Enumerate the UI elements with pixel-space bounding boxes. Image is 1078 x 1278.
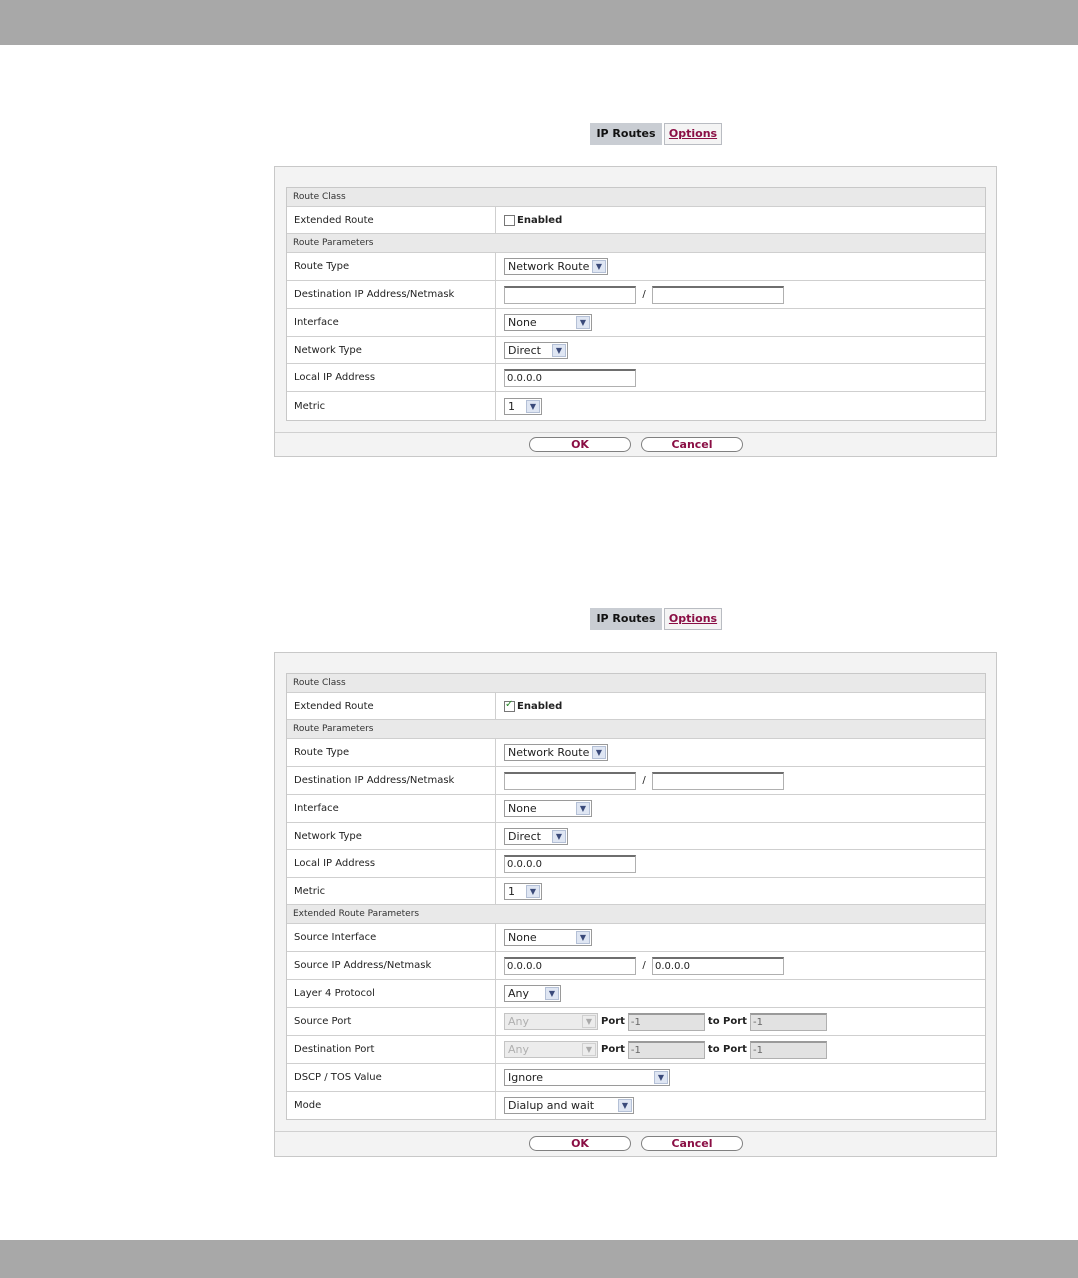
label-destination: Destination IP Address/Netmask bbox=[287, 281, 496, 308]
to-port-label: to Port bbox=[707, 1044, 747, 1055]
local-ip-input[interactable] bbox=[504, 369, 636, 387]
chevron-down-icon: ▼ bbox=[552, 830, 566, 843]
row-network-type bbox=[287, 337, 985, 364]
layer4-protocol-select[interactable] bbox=[504, 985, 561, 1002]
chevron-down-icon: ▼ bbox=[545, 987, 559, 1000]
label-metric: Metric bbox=[287, 878, 496, 904]
source-port-select[interactable] bbox=[504, 1013, 598, 1030]
chevron-down-icon: ▼ bbox=[654, 1071, 668, 1084]
route-type-select[interactable] bbox=[504, 258, 608, 275]
tab-options[interactable]: Options bbox=[664, 608, 722, 630]
label-interface: Interface bbox=[287, 795, 496, 822]
chevron-down-icon: ▼ bbox=[582, 1043, 596, 1056]
chevron-down-icon: ▼ bbox=[592, 260, 606, 273]
row-interface bbox=[287, 309, 985, 337]
label-route-type: Route Type bbox=[287, 253, 496, 280]
label-source-port: Source Port bbox=[287, 1008, 496, 1035]
network-type-value: Direct bbox=[508, 829, 541, 843]
route-type-select[interactable] bbox=[504, 744, 608, 761]
label-layer4-protocol: Layer 4 Protocol bbox=[287, 980, 496, 1007]
row-destination-port bbox=[287, 1036, 985, 1064]
chevron-down-icon: ▼ bbox=[576, 931, 590, 944]
dscp-value: Ignore bbox=[508, 1071, 543, 1084]
destination-port-select[interactable] bbox=[504, 1041, 598, 1058]
chevron-down-icon: ▼ bbox=[582, 1015, 596, 1028]
label-local-ip: Local IP Address bbox=[287, 850, 496, 877]
chevron-down-icon: ▼ bbox=[552, 344, 566, 357]
source-port-from-input[interactable] bbox=[628, 1013, 705, 1031]
row-extended-route bbox=[287, 207, 985, 234]
tab-options[interactable]: Options bbox=[664, 123, 722, 145]
label-source-interface: Source Interface bbox=[287, 924, 496, 951]
label-source-ip: Source IP Address/Netmask bbox=[287, 952, 496, 979]
to-port-label: to Port bbox=[707, 1016, 747, 1027]
cancel-button[interactable]: Cancel bbox=[641, 1136, 743, 1151]
interface-value: None bbox=[508, 316, 537, 329]
metric-select[interactable] bbox=[504, 398, 542, 415]
port-label: Port bbox=[601, 1016, 625, 1027]
destination-ip-input[interactable] bbox=[504, 286, 636, 304]
route-form-table bbox=[286, 187, 986, 421]
chevron-down-icon: ▼ bbox=[618, 1099, 632, 1112]
enabled-label: Enabled bbox=[517, 214, 563, 226]
network-type-value: Direct bbox=[508, 343, 541, 357]
netmask-separator: / bbox=[642, 775, 646, 786]
interface-select[interactable] bbox=[504, 800, 592, 817]
row-route-type bbox=[287, 253, 985, 281]
label-network-type: Network Type bbox=[287, 823, 496, 849]
network-type-select[interactable] bbox=[504, 342, 568, 359]
source-ip-input[interactable] bbox=[504, 957, 636, 975]
top-banner bbox=[0, 0, 1078, 45]
row-local-ip bbox=[287, 850, 985, 878]
label-network-type: Network Type bbox=[287, 337, 496, 363]
route-form-panel bbox=[274, 166, 997, 457]
metric-value: 1 bbox=[508, 399, 515, 413]
interface-select[interactable] bbox=[504, 314, 592, 331]
label-route-type: Route Type bbox=[287, 739, 496, 766]
ok-button[interactable]: OK bbox=[529, 1136, 631, 1151]
row-interface bbox=[287, 795, 985, 823]
section-route-class: Route Class bbox=[287, 674, 985, 693]
route-type-value: Network Route bbox=[508, 746, 590, 759]
netmask-separator: / bbox=[642, 289, 646, 300]
metric-value: 1 bbox=[508, 884, 515, 898]
row-local-ip bbox=[287, 364, 985, 392]
label-destination: Destination IP Address/Netmask bbox=[287, 767, 496, 794]
label-destination-port: Destination Port bbox=[287, 1036, 496, 1063]
row-extended-route bbox=[287, 693, 985, 720]
section-route-parameters: Route Parameters bbox=[287, 234, 985, 253]
destination-netmask-input[interactable] bbox=[652, 772, 784, 790]
ok-button[interactable]: OK bbox=[529, 437, 631, 452]
network-type-select[interactable] bbox=[504, 828, 568, 845]
interface-value: None bbox=[508, 802, 537, 815]
row-layer4-protocol bbox=[287, 980, 985, 1008]
label-mode: Mode bbox=[287, 1092, 496, 1119]
tab-ip-routes[interactable]: IP Routes bbox=[590, 608, 662, 630]
tab-ip-routes[interactable]: IP Routes bbox=[590, 123, 662, 145]
netmask-separator: / bbox=[642, 960, 646, 971]
tab-bar bbox=[590, 608, 722, 630]
chevron-down-icon: ▼ bbox=[526, 400, 540, 413]
route-form-panel-extended bbox=[274, 652, 997, 1157]
label-interface: Interface bbox=[287, 309, 496, 336]
section-route-parameters: Route Parameters bbox=[287, 720, 985, 739]
layer4-protocol-value: Any bbox=[508, 987, 530, 1000]
row-destination bbox=[287, 281, 985, 309]
source-interface-value: None bbox=[508, 931, 537, 944]
route-type-value: Network Route bbox=[508, 260, 590, 273]
mode-value: Dialup and wait bbox=[508, 1099, 595, 1112]
row-metric bbox=[287, 392, 985, 420]
section-extended-route-parameters: Extended Route Parameters bbox=[287, 905, 985, 924]
row-network-type bbox=[287, 823, 985, 850]
source-netmask-input[interactable] bbox=[652, 957, 784, 975]
cancel-button[interactable]: Cancel bbox=[641, 437, 743, 452]
label-extended-route: Extended Route bbox=[287, 693, 496, 719]
button-bar bbox=[275, 1131, 996, 1154]
row-dscp bbox=[287, 1064, 985, 1092]
port-label: Port bbox=[601, 1044, 625, 1055]
extended-route-checkbox[interactable] bbox=[504, 215, 515, 226]
label-local-ip: Local IP Address bbox=[287, 364, 496, 391]
label-metric: Metric bbox=[287, 392, 496, 420]
button-bar bbox=[275, 432, 996, 455]
row-metric bbox=[287, 878, 985, 905]
chevron-down-icon: ▼ bbox=[526, 885, 540, 898]
chevron-down-icon: ▼ bbox=[592, 746, 606, 759]
source-port-select-value: Any bbox=[508, 1015, 530, 1028]
source-interface-select[interactable] bbox=[504, 929, 592, 946]
chevron-down-icon: ▼ bbox=[576, 802, 590, 815]
mode-select[interactable] bbox=[504, 1097, 634, 1114]
destination-ip-input[interactable] bbox=[504, 772, 636, 790]
label-extended-route: Extended Route bbox=[287, 207, 496, 233]
tab-bar bbox=[590, 123, 722, 145]
bottom-banner bbox=[0, 1240, 1078, 1278]
metric-select[interactable] bbox=[504, 883, 542, 900]
chevron-down-icon: ▼ bbox=[576, 316, 590, 329]
dscp-select[interactable] bbox=[504, 1069, 670, 1086]
row-source-port bbox=[287, 1008, 985, 1036]
destination-port-from-input[interactable] bbox=[628, 1041, 705, 1059]
destination-port-select-value: Any bbox=[508, 1043, 530, 1056]
section-route-class: Route Class bbox=[287, 188, 985, 207]
source-port-to-input[interactable] bbox=[750, 1013, 827, 1031]
row-source-ip bbox=[287, 952, 985, 980]
row-route-type bbox=[287, 739, 985, 767]
extended-route-checkbox[interactable] bbox=[504, 701, 515, 712]
enabled-label: Enabled bbox=[517, 700, 563, 712]
label-dscp: DSCP / TOS Value bbox=[287, 1064, 496, 1091]
destination-port-to-input[interactable] bbox=[750, 1041, 827, 1059]
route-form-table bbox=[286, 673, 986, 1120]
row-destination bbox=[287, 767, 985, 795]
local-ip-input[interactable] bbox=[504, 855, 636, 873]
row-source-interface bbox=[287, 924, 985, 952]
row-mode bbox=[287, 1092, 985, 1119]
destination-netmask-input[interactable] bbox=[652, 286, 784, 304]
